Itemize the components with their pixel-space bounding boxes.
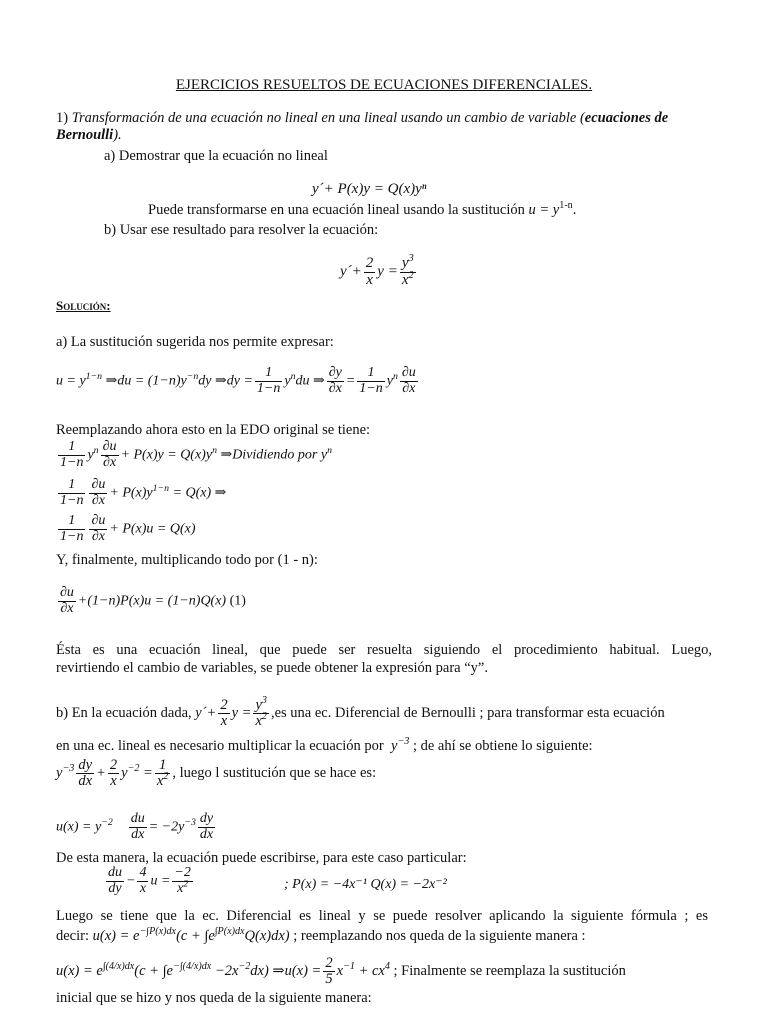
esta-paragraph-line2: revirtiendo el cambio de variables, se puede obtener la expresión para “y”. bbox=[56, 660, 488, 676]
edo-step-1: $\frac{1}{1-n}$ $y^n$ $\frac{\partial u}{\partial x}$ + $P(x)y = Q(x)y^n$ ⇒Dividiendo por $y^n$ bbox=[60, 439, 332, 470]
luego-text: , luego l sustitución que se hace es: bbox=[172, 765, 377, 782]
finalmente-reemplaza-text: ; Finalmente se reemplaza la sustitución bbox=[393, 963, 626, 980]
edo-step-2: $\frac{1}{1-n}$ $\frac{\partial u}{\partial x}$ + $P(x)y^{1-n} = Q(x)$ ⇒ bbox=[60, 477, 227, 508]
part-a-solution: a) La sustitución sugerida nos permite expresar: bbox=[56, 334, 334, 350]
multiplied-equation: $y^{-3}$ $\frac{dy}{dx}$ + $\frac{2}{x}$ $y^{-2}$ = $\frac{1}{x^2}$ , luego l sustitución que se hace es: bbox=[56, 757, 377, 790]
b-intro-text: b) En la ecuación dada, bbox=[56, 705, 192, 722]
part-b: b) Usar ese resultado para resolver la ecuación: bbox=[104, 222, 379, 238]
de-esta-text: De esta manera, la ecuación puede escribirse, para este caso particular: bbox=[56, 850, 467, 866]
solution-heading: Solución: bbox=[56, 298, 111, 313]
u-substitution: $u(x) = y^{-2}$ $\frac{du}{dx}$ = $-2y^{-3}$ $\frac{dy}{dx}$ bbox=[56, 811, 214, 842]
substitution-derivation: $u = y^{1-n}$ ⇒du = $(1-n)y^{-n}dy$ ⇒dy = $\frac{1}{1-n}$ $y^ndu$ ⇒ $\frac{\partial y}{\partial x}$ = $\frac{1}{1-n}$ $y^n$ $\frac{\partial u}{\partial x}$ bbox=[56, 365, 416, 396]
problem-1-line2 bbox=[56, 127, 122, 144]
part-b-line2: en una ec. lineal es necesario multiplicar la ecuación por $y^{-3}$ ; de ahí se obtiene lo siguiente: bbox=[56, 736, 593, 754]
bernoulli-label: Bernoulli bbox=[56, 127, 114, 143]
problem-1-statement bbox=[56, 110, 668, 127]
luego-lineal-text: Luego se tiene que la ec. Diferencial es lineal y se puede resolver aplicando la siguiente fórmula ; es bbox=[56, 908, 708, 924]
reemplazando-text: Reemplazando ahora esto en la EDO original se tiene: bbox=[56, 422, 371, 438]
transform-sentence: Puede transformarse en una ecuación lineal usando la sustitución bbox=[148, 202, 529, 218]
linear-equation-1: $\frac{\partial u}{\partial x}$ +(1−n)P(x)u = (1−n)Q(x) (1) bbox=[60, 585, 246, 616]
given-equation: y´+ $\frac{2}{x}$ y = $\frac{y^3}{x^2}$ bbox=[340, 253, 414, 288]
given-equation-inline: y´+ $\frac{2}{x}$ y = $\frac{y^3}{x^2}$ bbox=[195, 695, 267, 730]
solution-line: $u(x) = e^{\int(4/x)dx}(c + \int e^{-\int(4/x)dx} -2x^{-2}dx)$ ⇒u(x) = $\frac{2}{5}$ $x^{-1} + cx^4$ ; Finalmente se reemplaza la sustitución bbox=[56, 955, 626, 988]
problem-bold: ecuaciones de bbox=[584, 110, 669, 126]
problem-number: 1) bbox=[56, 110, 72, 126]
edo-step-3: $\frac{1}{1-n}$ $\frac{\partial u}{\partial x}$ + P(x)u = Q(x) bbox=[60, 513, 196, 544]
substitution: u = y bbox=[528, 202, 560, 218]
b-intro-text-2: ,es una ec. Diferencial de Bernoulli ; para transformar esta ecuación bbox=[270, 705, 665, 722]
linear-u-equation: $\frac{du}{dy}$ − $\frac{4}{x}$ u = $\frac{-2}{x^2}$ bbox=[108, 865, 191, 896]
transform-text: Puede transformarse en una ecuación lineal usando la sustitución $u = y^{1-n}$. bbox=[148, 200, 577, 218]
formula-line: decir: $u(x) = e^{-\int P(x)dx}(c + \int e^{\int P(x)dx}Q(x)dx)$ ; reemplazando nos queda de la siguiente manera : bbox=[56, 926, 586, 944]
page-title: EJERCICIOS RESUELTOS DE ECUACIONES DIFERENCIALES. bbox=[175, 77, 593, 93]
esta-paragraph-line1: Ésta es una ecuación lineal, que puede ser resuelta siguiendo el procedimiento habitual. Luego, bbox=[56, 642, 712, 658]
px-qx-definition: ; P(x) = −4x⁻¹ Q(x) = −2x⁻² bbox=[284, 877, 447, 892]
decir-text: decir: bbox=[56, 928, 90, 944]
inicial-text: inicial que se hizo y nos queda de la siguiente manera: bbox=[56, 990, 372, 1006]
reemplazando-queda-text: ; reemplazando nos queda de la siguiente manera : bbox=[293, 928, 586, 944]
part-b-intro bbox=[56, 695, 665, 730]
finalmente-text: Y, finalmente, multiplicando todo por (1 - n): bbox=[56, 552, 318, 568]
substitution-exponent: 1-n bbox=[559, 200, 573, 212]
close-paren: ). bbox=[113, 127, 122, 143]
dividiendo-label: ⇒Dividiendo por y bbox=[220, 447, 328, 463]
problem-text: Transformación de una ecuación no lineal en una lineal usando un cambio de variable ( bbox=[71, 110, 585, 126]
bernoulli-equation: y´+ P(x)y = Q(x)yⁿ bbox=[312, 181, 427, 197]
b-line2-text: en una ec. lineal es necesario multiplicar la ecuación por bbox=[56, 738, 384, 754]
part-a: a) Demostrar que la ecuación no lineal bbox=[104, 148, 328, 164]
equation-tag: (1) bbox=[229, 593, 246, 609]
b-line2-text-2: ; de ahí se obtiene lo siguiente: bbox=[412, 738, 593, 754]
